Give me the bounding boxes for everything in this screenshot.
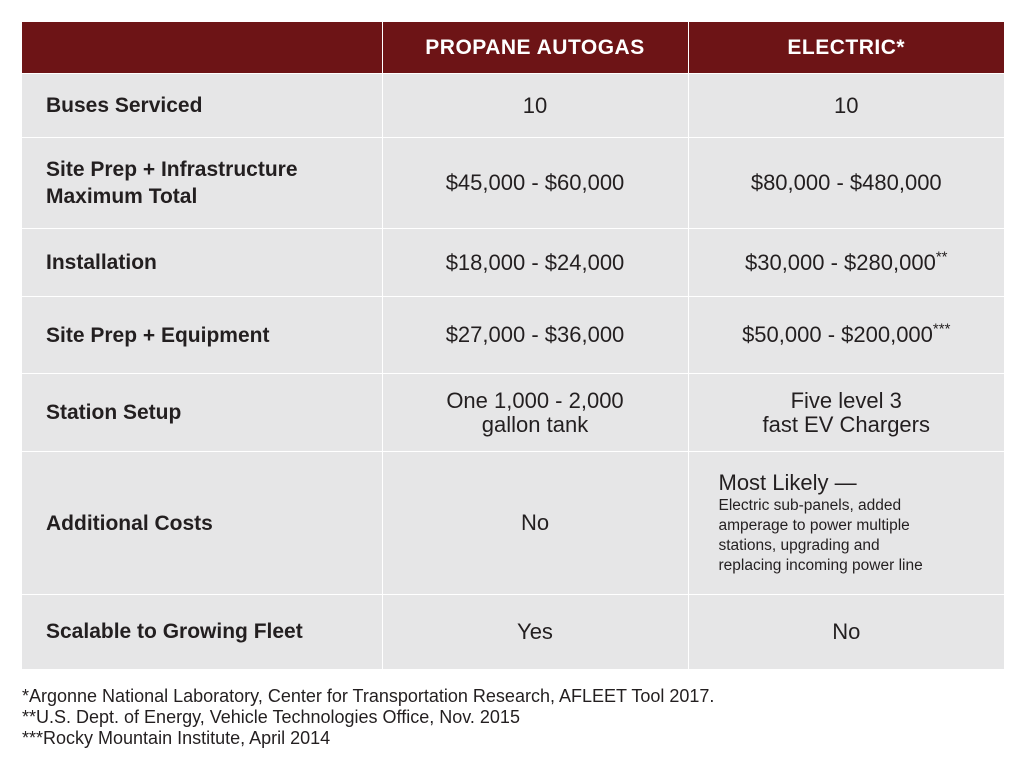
detail-line: Electric sub-panels, added (718, 497, 902, 514)
table-row (22, 452, 1004, 595)
electric-value-text: $30,000 - $280,000 (744, 249, 936, 275)
row-label: Installation (22, 229, 382, 297)
electric-value (688, 229, 1004, 297)
footnote: **U.S. Dept. of Energy, Vehicle Technologies Office, Nov. 2015 (22, 707, 520, 727)
footnote: ***Rocky Mountain Institute, April 2014 (22, 728, 331, 748)
electric-value: No (688, 595, 1004, 669)
header-propane-autogas: PROPANE AUTOGAS (382, 22, 688, 74)
table-row (22, 374, 1004, 452)
row-label-line: Maximum Total (46, 185, 198, 208)
footnote-marker: ** (935, 248, 948, 266)
row-label: Station Setup (22, 374, 382, 452)
electric-value-line: fast EV Chargers (762, 411, 930, 437)
table-row (22, 138, 1004, 229)
propane-value: $45,000 - $60,000 (382, 138, 688, 229)
table-row (22, 74, 1004, 138)
header-electric: ELECTRIC* (688, 22, 1004, 74)
propane-value-line: gallon tank (481, 411, 589, 437)
electric-value-text: $50,000 - $200,000 (742, 322, 933, 347)
propane-value: No (382, 452, 688, 595)
row-label: Scalable to Growing Fleet (22, 595, 382, 669)
electric-value-line: Five level 3 (790, 387, 902, 413)
propane-value-line: One 1,000 - 2,000 (446, 387, 624, 413)
electric-value (688, 452, 1004, 595)
propane-value: $27,000 - $36,000 (382, 297, 688, 374)
row-label: Site Prep + Equipment (22, 297, 382, 374)
table-header-row (22, 22, 1004, 74)
electric-value (688, 297, 1004, 374)
propane-value: Yes (382, 595, 688, 669)
footnote: *Argonne National Laboratory, Center for Transportation Research, AFLEET Tool 2017. (22, 686, 715, 706)
propane-value: 10 (382, 74, 688, 138)
detail-line: amperage to power multiple (718, 517, 910, 534)
table-row (22, 595, 1004, 669)
row-label: Additional Costs (22, 452, 382, 595)
comparison-table (22, 22, 1004, 669)
header-empty (22, 22, 382, 74)
propane-value (382, 374, 688, 452)
table-row (22, 229, 1004, 297)
electric-value (688, 374, 1004, 452)
footnote-marker: *** (932, 320, 951, 338)
comparison-table-container (22, 22, 1004, 669)
footnotes (22, 686, 714, 749)
row-label: Buses Serviced (22, 74, 382, 138)
row-label (22, 138, 382, 229)
detail-line: replacing incoming power line (718, 557, 923, 574)
table-row (22, 297, 1004, 374)
row-label-line: Site Prep + Infrastructure (46, 158, 298, 181)
detail-line: stations, upgrading and (718, 537, 880, 554)
electric-value: $80,000 - $480,000 (688, 138, 1004, 229)
electric-value: 10 (688, 74, 1004, 138)
most-likely-heading: Most Likely — (718, 470, 857, 495)
propane-value: $18,000 - $24,000 (382, 229, 688, 297)
